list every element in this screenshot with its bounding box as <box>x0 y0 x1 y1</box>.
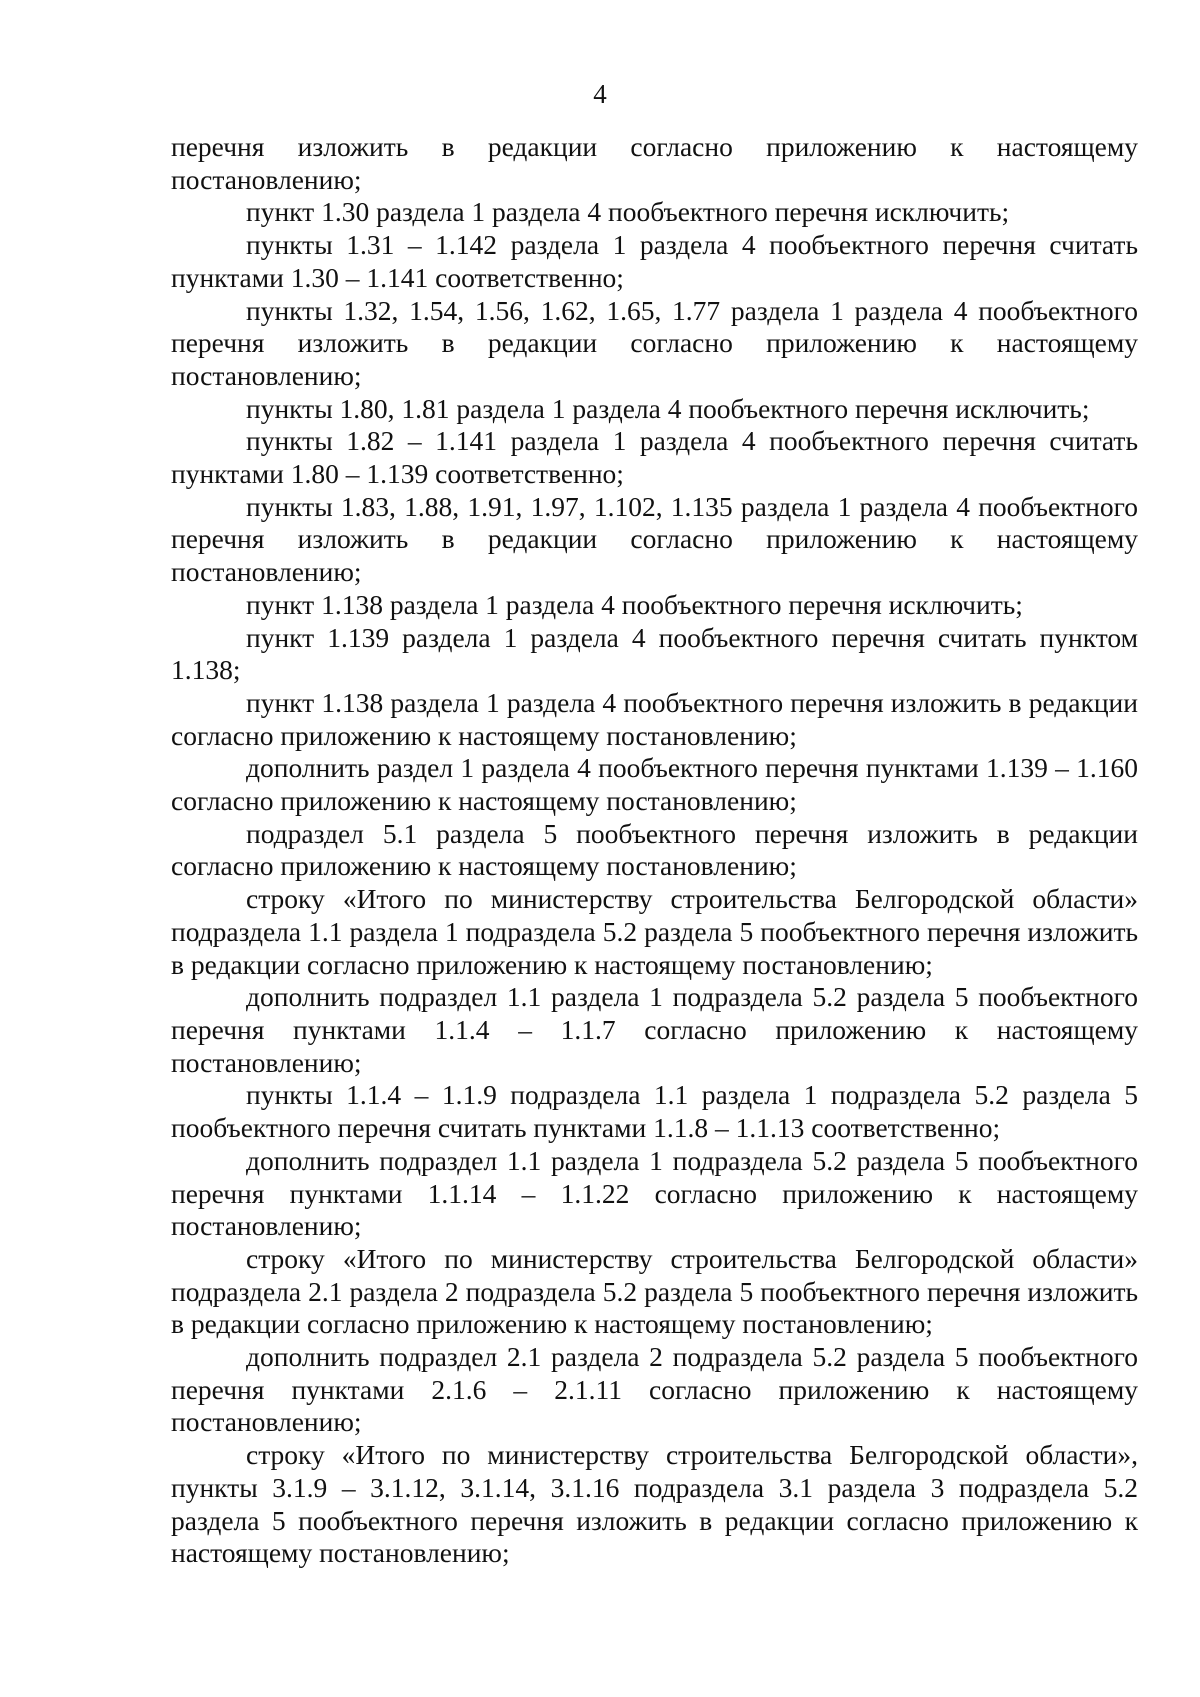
paragraph: пункты 1.80, 1.81 раздела 1 раздела 4 пообъектного перечня исключить; <box>246 392 1090 424</box>
paragraph: дополнить раздел 1 раздела 4 пообъектного перечня пунктами 1.139 – 1.160 согласно приложению к настоящему постановлению; <box>171 752 1138 817</box>
paragraph: пункты 1.82 – 1.141 раздела 1 раздела 4 пообъектного перечня считать пунктами 1.80 – 1.139 соответственно; <box>171 425 1138 490</box>
paragraph: подраздел 5.1 раздела 5 пообъектного перечня изложить в редакции согласно приложению к настоящему постановлению; <box>171 817 1138 882</box>
paragraph: пункты 1.1.4 – 1.1.9 подраздела 1.1 раздела 1 подраздела 5.2 раздела 5 пообъектного перечня считать пунктами 1.1.8 – 1.1.13 соответственно; <box>171 1079 1138 1144</box>
paragraph: строку «Итого по министерству строительства Белгородской области» подраздела 1.1 раздела 1 подраздела 5.2 раздела 5 пообъектного перечня изложить в редакции согласно приложению к настоящему постановлению; <box>171 883 1138 980</box>
paragraph: перечня изложить в редакции согласно приложению к настоящему постановлению; <box>171 131 1138 195</box>
document-body <box>171 131 1138 1570</box>
paragraph: строку «Итого по министерству строительства Белгородской области», пункты 3.1.9 – 3.1.12, 3.1.14, 3.1.16 подраздела 3.1 раздела 3 подраздела 5.2 раздела 5 пообъектного перечня изложить в редакции согласно приложению к настоящему постановлению; <box>171 1439 1138 1569</box>
paragraph: пункты 1.31 – 1.142 раздела 1 раздела 4 пообъектного перечня считать пунктами 1.30 – 1.141 соответственно; <box>171 229 1138 293</box>
paragraph: дополнить подраздел 1.1 раздела 1 подраздела 5.2 раздела 5 пообъектного перечня пунктами 1.1.4 – 1.1.7 согласно приложению к настоящему постановлению; <box>171 981 1138 1078</box>
paragraph: дополнить подраздел 1.1 раздела 1 подраздела 5.2 раздела 5 пообъектного перечня пунктами 1.1.14 – 1.1.22 согласно приложению к настоящему постановлению; <box>171 1144 1138 1242</box>
paragraph: пункты 1.83, 1.88, 1.91, 1.97, 1.102, 1.135 раздела 1 раздела 4 пообъектного перечня изложить в редакции согласно приложению к настоящему постановлению; <box>171 490 1138 588</box>
page-number: 4 <box>593 79 607 109</box>
paragraph: строку «Итого по министерству строительства Белгородской области» подраздела 2.1 раздела 2 подраздела 5.2 раздела 5 пообъектного перечня изложить в редакции согласно приложению к настоящему постановлению; <box>171 1242 1138 1340</box>
paragraph: пункты 1.32, 1.54, 1.56, 1.62, 1.65, 1.77 раздела 1 раздела 4 пообъектного перечня изложить в редакции согласно приложению к настоящему постановлению; <box>171 294 1138 391</box>
paragraph: пункт 1.30 раздела 1 раздела 4 пообъектного перечня исключить; <box>246 196 1010 228</box>
paragraph: пункт 1.139 раздела 1 раздела 4 пообъектного перечня считать пунктом 1.138; <box>171 621 1138 686</box>
paragraph: пункт 1.138 раздела 1 раздела 4 пообъектного перечня изложить в редакции согласно приложению к настоящему постановлению; <box>171 686 1138 751</box>
paragraph: пункт 1.138 раздела 1 раздела 4 пообъектного перечня исключить; <box>246 588 1023 620</box>
paragraph: дополнить подраздел 2.1 раздела 2 подраздела 5.2 раздела 5 пообъектного перечня пунктами 2.1.6 – 2.1.11 согласно приложению к настоящему постановлению; <box>171 1341 1138 1438</box>
